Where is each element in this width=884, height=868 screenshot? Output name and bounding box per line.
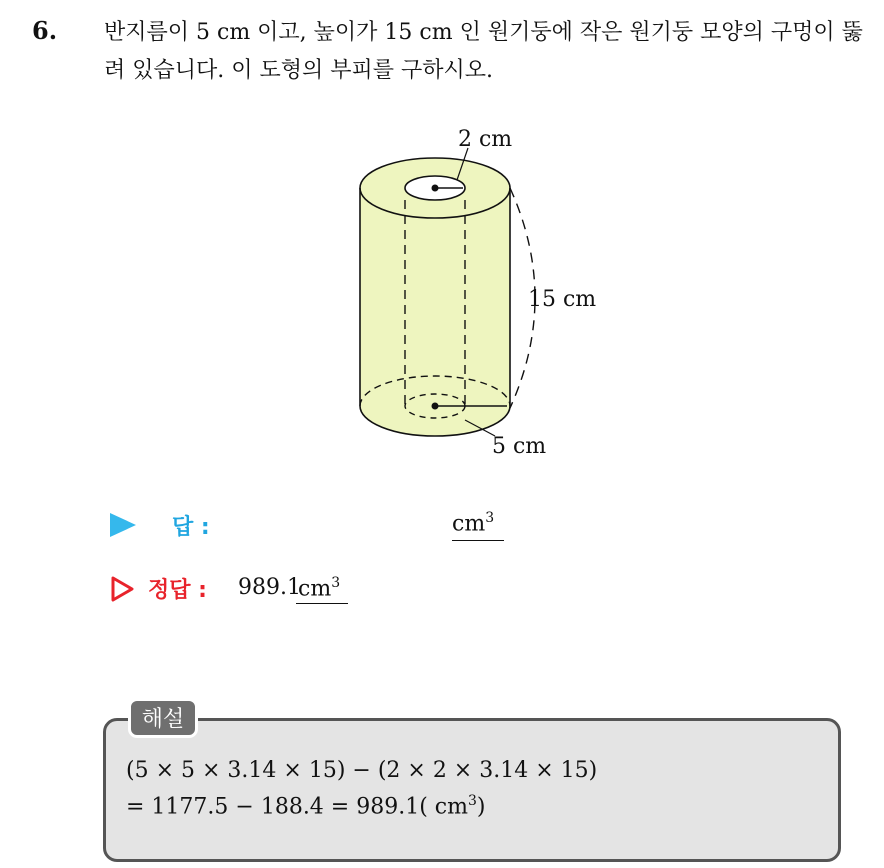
explanation-box — [103, 718, 841, 862]
explanation-line-2: = 1177.5 − 188.4 = 989.1( $cm^3$) — [126, 793, 486, 820]
answer-unit: $cm^3$ — [452, 510, 495, 537]
cylinder-body — [360, 188, 510, 436]
answer-label: 답 : — [172, 515, 210, 540]
answer-row — [110, 510, 530, 542]
label-outer-radius: 5 cm — [492, 434, 547, 459]
cylinder-figure — [300, 118, 620, 468]
answer-underline — [452, 540, 504, 541]
label-height: 15 cm — [528, 287, 597, 312]
outline-triangle-icon — [110, 575, 136, 603]
explanation-line-1: (5 × 5 × 3.14 × 15) − (2 × 2 × 3.14 × 15) — [126, 758, 598, 783]
correct-underline — [296, 603, 348, 604]
correct-value: 989.1 — [238, 575, 301, 600]
label-inner-radius: 2 cm — [458, 127, 513, 152]
correct-label: 정답 : — [148, 578, 207, 603]
question-number: 6. — [32, 16, 58, 45]
explanation-tab: 해설 — [128, 698, 198, 738]
play-triangle-icon — [110, 513, 136, 537]
question-text: 반지름이 5 cm 이고, 높이가 15 cm 인 원기둥에 작은 원기둥 모양의 구멍이 뚫려 있습니다. 이 도형의 부피를 구하시오. — [104, 20, 863, 83]
correct-unit: $cm^3$ — [298, 575, 341, 602]
correct-answer-row — [110, 573, 510, 607]
